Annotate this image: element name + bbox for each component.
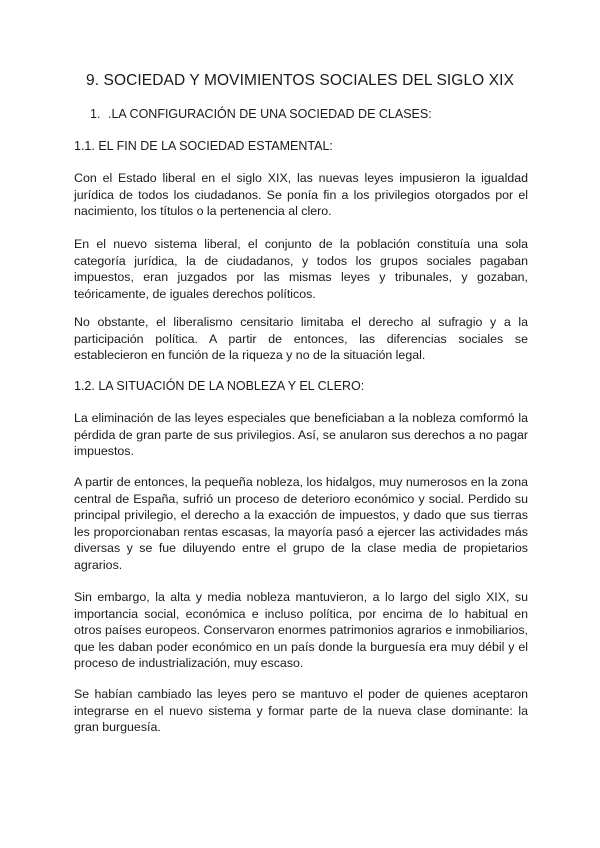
page-title: 9. SOCIEDAD Y MOVIMIENTOS SOCIALES DEL SIGLO XIX <box>85 72 515 89</box>
paragraph: La eliminación de las leyes especiales que beneficiaban a la nobleza comformó la pérdida de gran parte de sus privilegios. Así, se anularon sus derechos a no pagar impuestos. <box>74 411 528 459</box>
paragraph: Sin embargo, la alta y media nobleza mantuvieron, a lo largo del siglo XIX, su importancia social, económica e incluso política, por encima de lo habitual en otros países europeos. Conservaron enormes patrimonios agrarios e inmobiliarios, que les daban poder económico en un país donde la burguesía era muy débil y el proceso de industrialización, muy escaso. <box>74 590 528 671</box>
paragraph: En el nuevo sistema liberal, el conjunto de la población constituía una sola categoría jurídica, la de ciudadanos, y todos los grupos sociales pagaban impuestos, eran juzgados por las mismas leyes y tribunales, y gozaban, teóricamente, de iguales derechos políticos. <box>74 237 528 301</box>
paragraph: Con el Estado liberal en el siglo XIX, las nuevas leyes impusieron la igualdad jurídica de todos los ciudadanos. Se ponía fin a los privilegios otorgados por el nacimiento, los títulos o la pertenencia al clero. <box>74 171 528 219</box>
paragraph: No obstante, el liberalismo censitario limitaba el derecho al sufragio y a la participación política. A partir de entonces, las diferencias sociales se establecieron en función de la riqueza y no de la situación legal. <box>74 315 528 363</box>
paragraph: Se habían cambiado las leyes pero se mantuvo el poder de quienes aceptaron integrarse en el nuevo sistema y formar parte de la nueva clase dominante: la gran burguesía. <box>74 687 528 735</box>
subsection-heading-1-2: 1.2. LA SITUACIÓN DE LA NOBLEZA Y EL CLERO: <box>74 379 365 393</box>
paragraph: A partir de entonces, la pequeña nobleza, los hidalgos, muy numerosos en la zona central de España, sufrió un proceso de deterioro económico y social. Perdido su principal privilegio, el derecho a la exacción de impuestos, y dado que sus tierras les proporcionaban rentas escasas, la mayoría pasó a ejercer las actividades más diversas y se fue diluyendo entre el grupo de la clase media de propietarios agrarios. <box>74 475 528 572</box>
section-heading-1 <box>90 107 432 121</box>
section-heading-text: .LA CONFIGURACIÓN DE UNA SOCIEDAD DE CLASES: <box>108 107 432 121</box>
section-number: 1. <box>90 107 101 121</box>
subsection-heading-1-1: 1.1. EL FIN DE LA SOCIEDAD ESTAMENTAL: <box>74 139 333 153</box>
